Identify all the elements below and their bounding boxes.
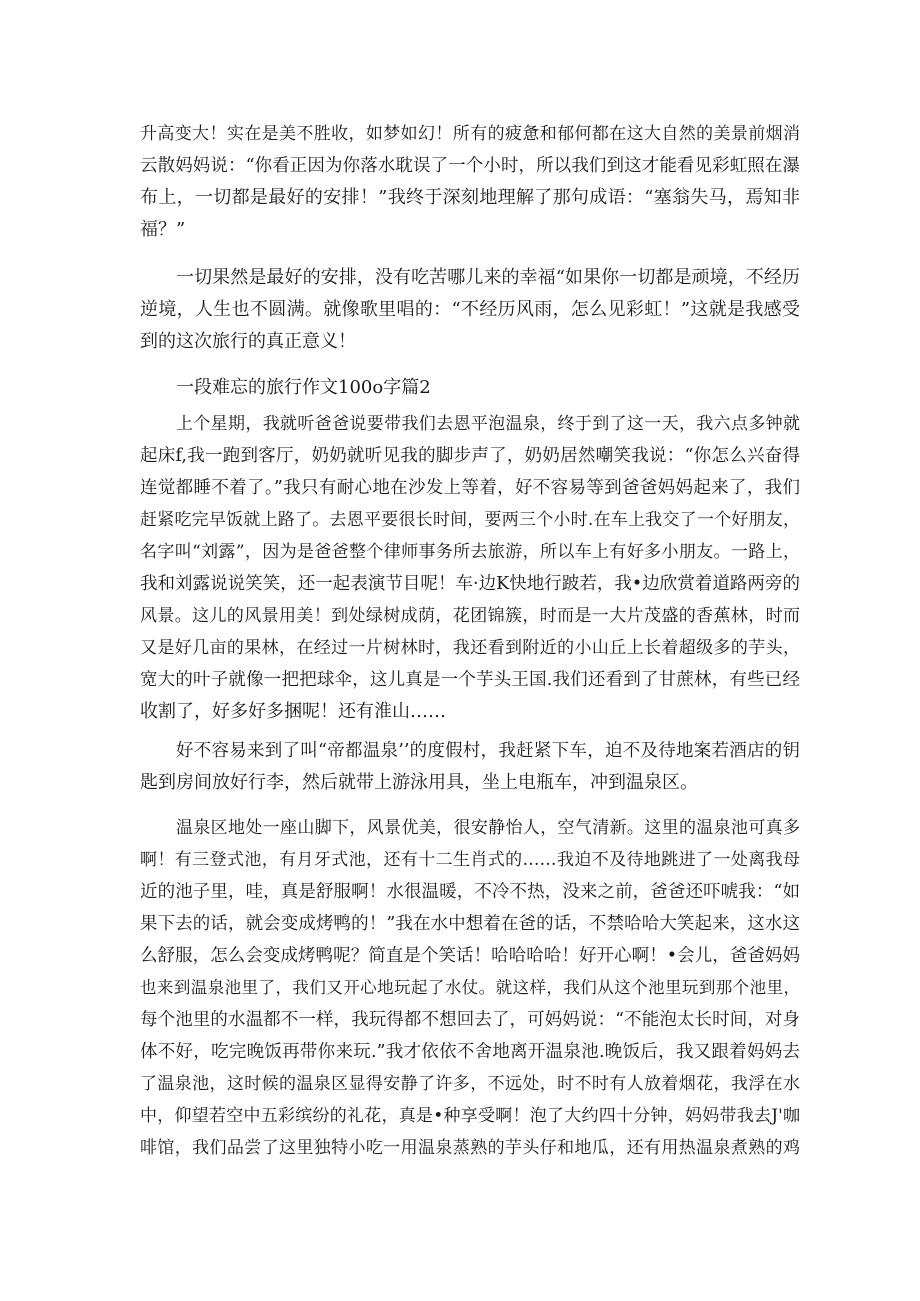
section-heading: [140, 372, 800, 404]
paragraph-5: [140, 812, 800, 1164]
text-line: 又是好几亩的果林，在经过一片树林时，我还看到附近的小山丘上长着超级多的芋头，: [140, 638, 800, 658]
text-line: 啊！有三登式池，有月牙式池，还有十二生肖式的……我迫不及待地跳进了一处离我母: [140, 850, 800, 870]
text-line: 匙到房间放好行李，然后就带上游泳用具，坐上电瓶车，冲到温泉区。: [140, 772, 698, 793]
text-line: 一切果然是最好的安排，没有吃苦哪儿来的幸福“如果你一切都是顽境，不经历: [176, 267, 800, 288]
text-line: 果下去的话，就会变成烤鸭的！”我在水中想着在爸的话，不禁哈哈大笑起来，这水这: [140, 914, 800, 934]
text-line: 上个星期，我就听爸爸说要带我们去恩平泡温泉，终于到了这一天，我六点多钟就: [176, 414, 800, 434]
text-line: 么舒服，怎么会变成烤鸭呢？简直是个笑话！哈哈哈哈！好开心啊！•会儿，爸爸妈妈: [140, 946, 800, 966]
text-line: 了温泉池，这时候的温泉区显得安静了许多，不远处，时不时有人放着烟花，我浮在水: [140, 1074, 800, 1094]
paragraph-1: [140, 118, 800, 246]
text-line: 布上，一切都是最好的安排！”我终于深刻地理解了那句成语：“塞翁失马，焉知非: [140, 187, 800, 208]
text-line: 收割了，好多好多捆呢！还有淮山……: [140, 701, 446, 722]
heading-text: 一段难忘的旅行作文100o字篇2: [176, 377, 431, 398]
text-line: 风景。这儿的风景用美！到处绿树成荫，花团锦簇，时而是一大片茂盛的香蕉林，时而: [140, 606, 800, 626]
text-line: 我和刘露说说笑笑，还一起表演节目呢！车·边K快地行跛若，我•边欣赏着道路两旁的: [140, 574, 800, 594]
text-line: 宽大的叶子就像一把把球伞，这儿真是一个芋头王国.我们还看到了甘蔗林，有些已经: [140, 670, 800, 690]
text-line: 温泉区地处一座山脚下，风景优美，很安静怡人，空气清新。这里的温泉池可真多: [176, 818, 800, 838]
text-line: 啡馆，我们品尝了这里独特小吃一用温泉蒸熟的芋头仔和地瓜，还有用热温泉煮熟的鸡: [140, 1138, 800, 1158]
text-line: 中，仰望若空中五彩缤纷的礼花，真是•种享受啊！泡了大约四十分钟，妈妈带我去J'咖: [140, 1106, 800, 1126]
text-line: 好不容易来到了叫“帝都温泉’’的度假村，我赶紧下车，迫不及待地案若酒店的钥: [176, 741, 800, 761]
text-line: 到的这次旅行的真正意义！: [140, 331, 356, 352]
text-line: 福？”: [140, 219, 186, 240]
paragraph-3: [140, 408, 800, 728]
text-line: 近的池子里，哇，真是舒服啊！水很温暖，不冷不热，没来之前，爸爸还吓唬我：“如: [140, 882, 800, 902]
text-line: 赶紧吃完早饭就上路了。去恩平要很长时间，要两三个小时.在车上我交了一个好朋友，: [140, 510, 800, 530]
text-line: 逆境，人生也不圆满。就像歌里唱的：“不经历风雨，怎么见彩虹！”这就是我感受: [140, 299, 800, 320]
text-line: 体不好，吃完晚饭再带你来玩.”我才依依不舍地离开温泉池.晚饭后，我又跟着妈妈去: [140, 1042, 800, 1062]
text-line: 也来到温泉池里了，我们又开心地玩起了水仗。就这样，我们从这个池里玩到那个池里，: [140, 978, 800, 997]
text-line: 连觉都睡不着了。”我只有耐心地在沙发上等着，好不容易等到爸爸妈妈起来了，我们: [140, 478, 800, 498]
paragraph-4: [140, 735, 800, 799]
text-line: 云散妈妈说：“你看正因为你落水耽误了一个小时，所以我们到这才能看见彩虹照在瀑: [140, 156, 800, 176]
text-line: 升高变大！实在是美不胜收，如梦如幻！所有的疲惫和郁何都在这大自然的美景前烟消: [140, 124, 800, 144]
text-line: 起床f,我一跑到客厅，奶奶就听见我的脚步声了，奶奶居然嘲笑我说：“你怎么兴奋得: [140, 446, 800, 466]
text-line: 每个池里的水温都不一样，我玩得都不想回去了，可妈妈说：“不能泡太长时间，对身: [140, 1010, 800, 1030]
paragraph-2: [140, 262, 800, 358]
text-line: 名字叫“刘露”，因为是爸爸整个律师事务所去旅游，所以车上有好多小朋友。一路上，: [140, 542, 800, 562]
